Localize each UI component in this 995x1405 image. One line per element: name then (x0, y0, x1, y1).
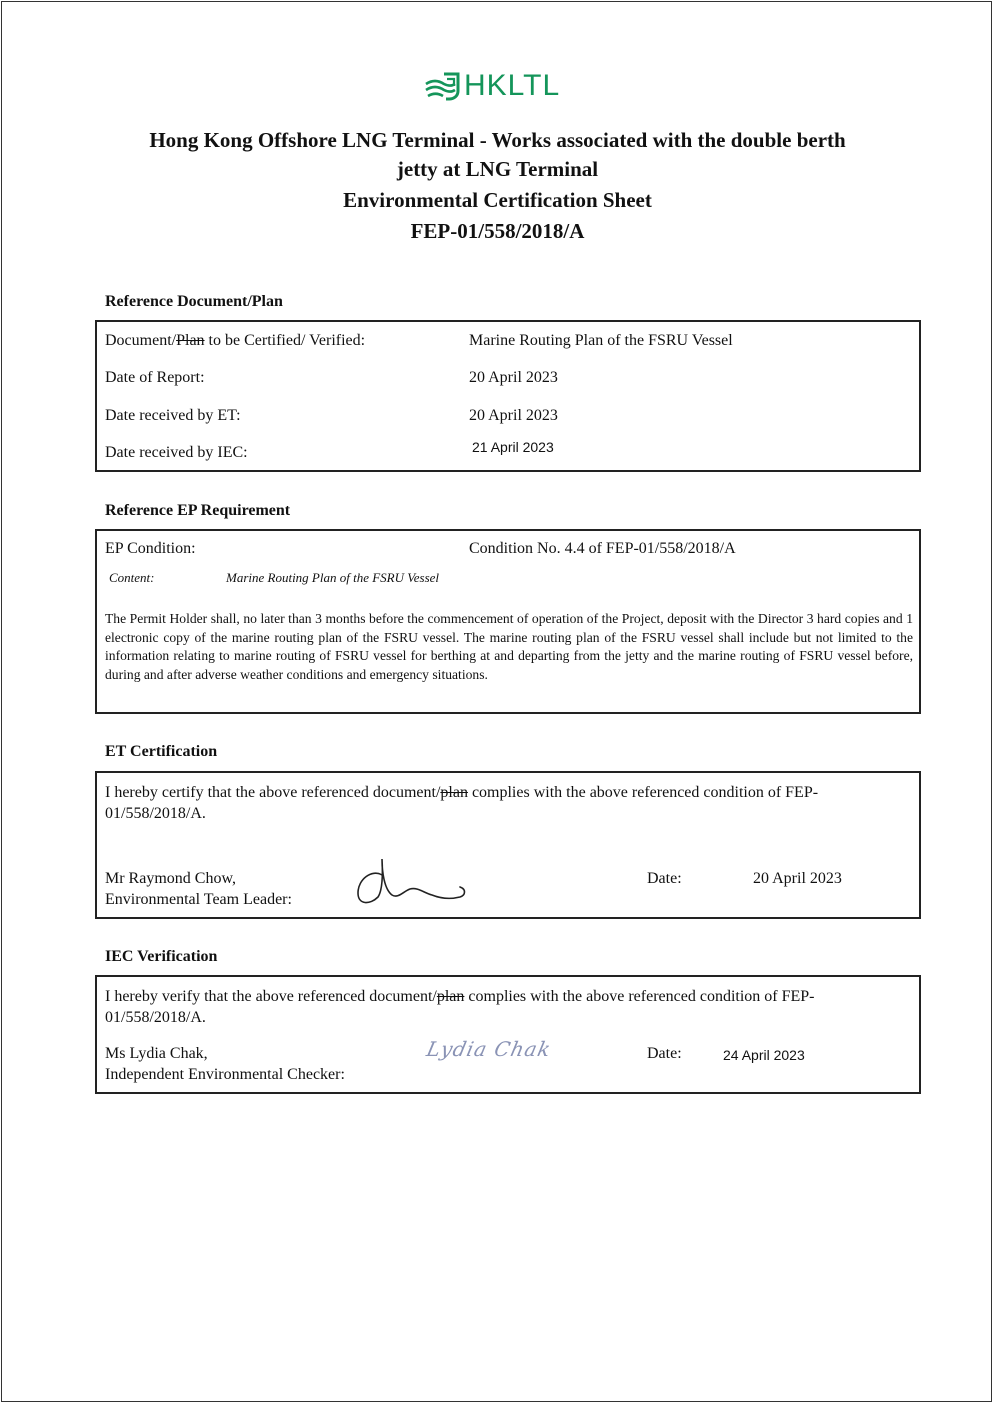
et-certification-heading: ET Certification (105, 743, 218, 760)
struck-word: plan (440, 784, 468, 801)
et-certification-statement (105, 782, 905, 824)
date-of-report-label: Date of Report: (105, 369, 205, 386)
statement-part: I hereby certify that the above referenced document/ (105, 784, 441, 801)
label-part: to be Certified/ Verified: (204, 332, 366, 349)
iec-verification-box (95, 975, 921, 1094)
et-leader-role: Environmental Team Leader: (105, 891, 292, 908)
struck-word: plan (436, 988, 465, 1005)
logo-text: HKLTL (464, 69, 561, 102)
et-leader-name: Mr Raymond Chow, (105, 870, 236, 887)
hkltl-wave-logo-icon (424, 71, 460, 101)
iec-checker-signature: Lydia Chak (424, 1037, 554, 1061)
document-certified-value: Marine Routing Plan of the FSRU Vessel (469, 332, 733, 349)
ep-condition-value: Condition No. 4.4 of FEP-01/558/2018/A (469, 540, 736, 557)
title-sheet-name: Environmental Certification Sheet (343, 188, 652, 212)
iec-date-label: Date: (647, 1045, 682, 1062)
ep-requirement-box (95, 529, 921, 714)
iec-date-value: 24 April 2023 (723, 1047, 805, 1063)
reference-document-box (95, 320, 921, 472)
content-label: Content: (109, 570, 155, 585)
iec-checker-role: Independent Environmental Checker: (105, 1066, 345, 1083)
date-received-et-label: Date received by ET: (105, 407, 241, 424)
content-value: Marine Routing Plan of the FSRU Vessel (226, 570, 440, 585)
title-permit-number: FEP-01/558/2018/A (410, 219, 585, 243)
hkltl-logo (424, 68, 560, 104)
statement-part: I hereby verify that the above referenced document/ (105, 988, 437, 1005)
date-received-et-value: 20 April 2023 (469, 407, 558, 424)
et-leader-signature (352, 853, 472, 911)
title-line-2: jetty at LNG Terminal (396, 157, 599, 181)
document-title (60, 126, 935, 246)
iec-checker-name: Ms Lydia Chak, (105, 1045, 208, 1062)
title-line-1: Hong Kong Offshore LNG Terminal - Works associated with the double berth (149, 128, 846, 152)
date-of-report-value: 20 April 2023 (469, 369, 558, 386)
iec-verification-heading: IEC Verification (105, 948, 218, 965)
label-part: Document/ (105, 332, 177, 349)
statement-part: complies with the above referenced condition of FEP-01/558/2018/A. (105, 784, 819, 822)
statement-part: complies with the above referenced condition of FEP-01/558/2018/A. (105, 988, 815, 1026)
et-date-value: 20 April 2023 (753, 870, 842, 887)
date-received-iec-value: 21 April 2023 (472, 439, 554, 455)
ep-condition-text: The Permit Holder shall, no later than 3 months before the commencement of operation of the Project, deposit with the Director 3 hard copies and 1 electronic copy of the marine routing plan of the FSRU vessel. The marine routing plan of the FSRU vessel shall include but not limited to the information relating to marine routing of FSRU vessel for berthing at and departing from the jetty and the marine routing of FSRU vessel before, during and after adverse weather conditions and emergency situations. (105, 611, 913, 682)
ep-requirement-heading: Reference EP Requirement (105, 502, 291, 519)
et-date-label: Date: (647, 870, 682, 887)
document-certified-label (105, 332, 365, 350)
struck-word: Plan (176, 332, 205, 349)
iec-verification-statement (105, 986, 905, 1028)
et-certification-box (95, 771, 921, 919)
date-received-iec-label: Date received by IEC: (105, 444, 248, 461)
reference-document-heading: Reference Document/Plan (105, 293, 283, 310)
ep-condition-label: EP Condition: (105, 540, 196, 557)
